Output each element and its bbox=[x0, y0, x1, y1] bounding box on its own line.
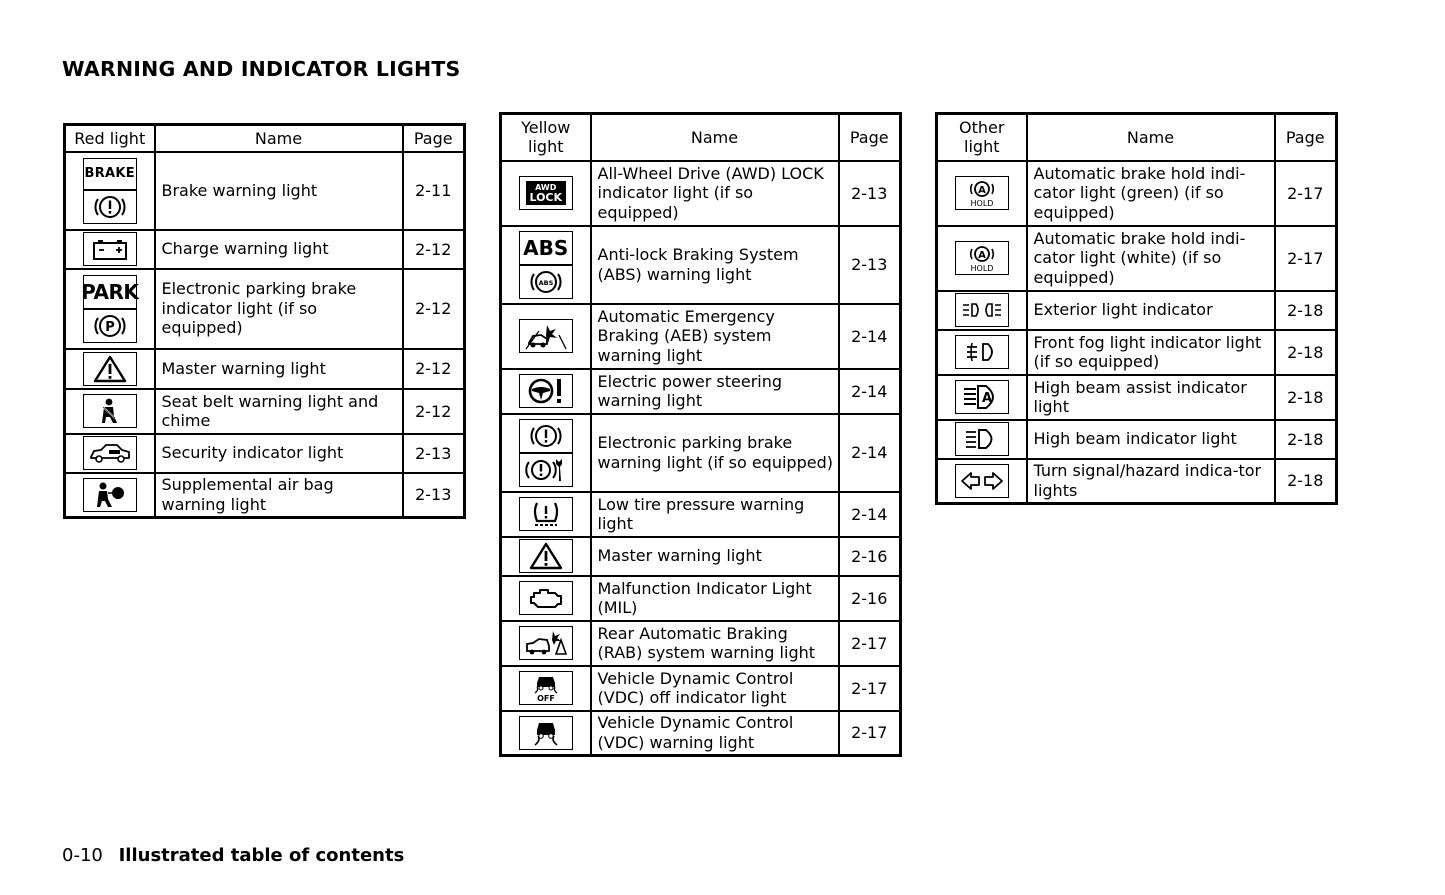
page-ref: 2-13 bbox=[839, 161, 901, 226]
page-ref: 2-14 bbox=[839, 492, 901, 537]
table-row bbox=[65, 230, 465, 269]
page-ref: 2-18 bbox=[1275, 330, 1337, 375]
light-name: High beam indicator light bbox=[1027, 420, 1275, 459]
page-ref: 2-18 bbox=[1275, 420, 1337, 459]
page-ref: 2-14 bbox=[839, 304, 901, 369]
high-beam-icon bbox=[955, 422, 1009, 456]
svg-text:A: A bbox=[977, 185, 986, 196]
table-row bbox=[501, 492, 901, 537]
table-row bbox=[501, 226, 901, 304]
fog-light-icon bbox=[955, 335, 1009, 369]
page-ref: 2-13 bbox=[403, 473, 465, 518]
airbag-icon bbox=[83, 478, 137, 512]
warning-triangle-icon bbox=[83, 352, 137, 386]
svg-text:A: A bbox=[977, 250, 986, 261]
parking-circle-icon bbox=[83, 309, 137, 343]
light-name: Brake warning light bbox=[155, 152, 403, 230]
light-name: Master warning light bbox=[155, 349, 403, 389]
table-row bbox=[65, 349, 465, 389]
light-name: Automatic Emergency Braking (AEB) system warning light bbox=[591, 304, 839, 369]
table-row bbox=[937, 226, 1337, 291]
column-header-page: Page bbox=[403, 125, 465, 152]
table-row bbox=[501, 537, 901, 576]
table-row bbox=[65, 269, 465, 349]
page-ref: 2-17 bbox=[839, 666, 901, 711]
light-name: Low tire pressure warning light bbox=[591, 492, 839, 537]
light-name: High beam assist indicator light bbox=[1027, 375, 1275, 420]
svg-text:HOLD: HOLD bbox=[970, 264, 994, 273]
light-name: Turn signal/hazard indica-tor lights bbox=[1027, 459, 1275, 504]
park-text-icon: PARK bbox=[83, 275, 137, 309]
page-ref: 2-18 bbox=[1275, 291, 1337, 330]
table-row bbox=[501, 161, 901, 226]
security-car-icon bbox=[83, 436, 137, 470]
page-ref: 2-16 bbox=[839, 537, 901, 576]
column-header-light: Yellow light bbox=[501, 114, 591, 161]
page-ref: 2-12 bbox=[403, 349, 465, 389]
light-name: Front fog light indicator light (if so equipped) bbox=[1027, 330, 1275, 375]
battery-icon bbox=[83, 232, 137, 266]
brake-hold-icon bbox=[955, 176, 1009, 210]
other-light-table bbox=[935, 112, 1338, 505]
seatbelt-icon bbox=[83, 394, 137, 428]
table-row bbox=[937, 420, 1337, 459]
table-row bbox=[65, 473, 465, 518]
table-row bbox=[937, 291, 1337, 330]
abs-circle-icon bbox=[519, 265, 573, 299]
light-name: Automatic brake hold indi-cator light (white) (if so equipped) bbox=[1027, 226, 1275, 291]
awd-lock-icon: AWD LOCK bbox=[519, 176, 573, 210]
table-row bbox=[937, 459, 1337, 504]
vdc-icon bbox=[519, 716, 573, 750]
epb-circle-icon bbox=[519, 419, 573, 453]
table-row bbox=[65, 389, 465, 434]
light-name: All-Wheel Drive (AWD) LOCK indicator light (if so equipped) bbox=[591, 161, 839, 226]
page-ref: 2-18 bbox=[1275, 459, 1337, 504]
vdc-off-icon bbox=[519, 671, 573, 705]
high-beam-assist-icon bbox=[955, 380, 1009, 414]
exterior-light-icon bbox=[955, 293, 1009, 327]
table-row bbox=[65, 152, 465, 230]
brake-hold-icon bbox=[955, 241, 1009, 275]
table-row bbox=[501, 621, 901, 666]
light-name: Anti-lock Braking System (ABS) warning light bbox=[591, 226, 839, 304]
engine-icon bbox=[519, 581, 573, 615]
page-ref: 2-13 bbox=[403, 434, 465, 473]
epb-wrench-icon bbox=[519, 453, 573, 487]
svg-text:ABS: ABS bbox=[538, 278, 554, 287]
column-header-light: Other light bbox=[937, 114, 1027, 161]
light-name: Electric power steering warning light bbox=[591, 369, 839, 414]
table-row bbox=[65, 434, 465, 473]
aeb-icon bbox=[519, 319, 573, 353]
column-header-name: Name bbox=[1027, 114, 1275, 161]
yellow-light-table bbox=[499, 112, 902, 757]
table-row bbox=[501, 414, 901, 492]
column-header-page: Page bbox=[1275, 114, 1337, 161]
page-title: WARNING AND INDICATOR LIGHTS bbox=[62, 57, 461, 81]
svg-text:P: P bbox=[104, 319, 115, 335]
section-title: Illustrated table of contents bbox=[118, 845, 405, 866]
brake-circle-icon bbox=[83, 190, 137, 224]
column-header-name: Name bbox=[155, 125, 403, 152]
light-name: Electronic parking brake indicator light (if so equipped) bbox=[155, 269, 403, 349]
light-name: Master warning light bbox=[591, 537, 839, 576]
page-ref: 2-11 bbox=[403, 152, 465, 230]
warning-triangle-icon bbox=[519, 539, 573, 573]
table-row bbox=[937, 375, 1337, 420]
table-row bbox=[501, 666, 901, 711]
column-header-page: Page bbox=[839, 114, 901, 161]
table-row bbox=[501, 576, 901, 621]
page-ref: 2-12 bbox=[403, 269, 465, 349]
steering-icon bbox=[519, 374, 573, 408]
page-ref: 2-14 bbox=[839, 414, 901, 492]
page-ref: 2-17 bbox=[1275, 161, 1337, 226]
page-ref: 2-16 bbox=[839, 576, 901, 621]
page-ref: 2-12 bbox=[403, 389, 465, 434]
abs-text-icon: ABS bbox=[519, 231, 573, 265]
table-row bbox=[501, 304, 901, 369]
page-ref: 2-17 bbox=[839, 711, 901, 756]
column-header-light: Red light bbox=[65, 125, 155, 152]
light-name: Exterior light indicator bbox=[1027, 291, 1275, 330]
table-row bbox=[501, 711, 901, 756]
light-name: Charge warning light bbox=[155, 230, 403, 269]
svg-text:HOLD: HOLD bbox=[970, 199, 994, 208]
page-ref: 2-17 bbox=[839, 621, 901, 666]
page-ref: 2-12 bbox=[403, 230, 465, 269]
svg-text:A: A bbox=[981, 391, 992, 406]
light-name: Seat belt warning light and chime bbox=[155, 389, 403, 434]
light-name: Vehicle Dynamic Control (VDC) warning light bbox=[591, 711, 839, 756]
table-row bbox=[937, 330, 1337, 375]
column-header-name: Name bbox=[591, 114, 839, 161]
light-name: Electronic parking brake warning light (if so equipped) bbox=[591, 414, 839, 492]
light-name: Security indicator light bbox=[155, 434, 403, 473]
brake-text-icon: BRAKE bbox=[83, 158, 137, 190]
light-name: Supplemental air bag warning light bbox=[155, 473, 403, 518]
page-ref: 2-13 bbox=[839, 226, 901, 304]
light-name: Automatic brake hold indi-cator light (green) (if so equipped) bbox=[1027, 161, 1275, 226]
turn-signal-icon bbox=[955, 464, 1009, 498]
tire-pressure-icon bbox=[519, 497, 573, 531]
svg-text:OFF: OFF bbox=[536, 694, 555, 703]
light-name: Rear Automatic Braking (RAB) system warning light bbox=[591, 621, 839, 666]
light-name: Vehicle Dynamic Control (VDC) off indicator light bbox=[591, 666, 839, 711]
light-name: Malfunction Indicator Light (MIL) bbox=[591, 576, 839, 621]
page-ref: 2-17 bbox=[1275, 226, 1337, 291]
table-row bbox=[501, 369, 901, 414]
table-row bbox=[937, 161, 1337, 226]
rab-icon bbox=[519, 626, 573, 660]
page-number: 0-10 bbox=[62, 845, 103, 866]
page-footer bbox=[62, 845, 404, 866]
page-ref: 2-18 bbox=[1275, 375, 1337, 420]
page-ref: 2-14 bbox=[839, 369, 901, 414]
red-light-table bbox=[63, 123, 466, 519]
